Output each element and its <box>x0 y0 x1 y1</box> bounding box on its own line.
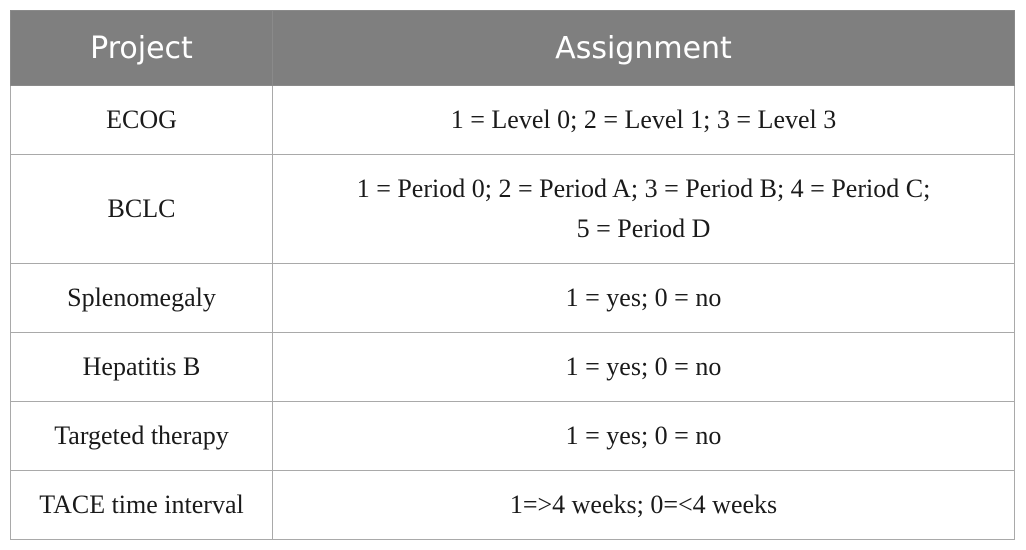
assignment-line: 5 = Period D <box>576 214 711 243</box>
project-cell: ECOG <box>11 86 273 155</box>
table-row <box>11 471 1015 540</box>
assignment-table-container <box>10 10 1014 540</box>
assignment-cell: 1=>4 weeks; 0=<4 weeks <box>273 471 1015 540</box>
assignment-cell: 1 = yes; 0 = no <box>273 333 1015 402</box>
project-cell: BCLC <box>11 155 273 264</box>
table-row <box>11 333 1015 402</box>
project-cell: Hepatitis B <box>11 333 273 402</box>
assignment-line: 1 = Period 0; 2 = Period A; 3 = Period B; 4 = Period C; <box>356 174 931 203</box>
table-row <box>11 155 1015 264</box>
assignment-cell: 1 = Level 0; 2 = Level 1; 3 = Level 3 <box>273 86 1015 155</box>
table-row <box>11 264 1015 333</box>
table-row <box>11 402 1015 471</box>
assignment-cell: 1 = yes; 0 = no <box>273 402 1015 471</box>
project-cell: Splenomegaly <box>11 264 273 333</box>
project-cell: TACE time interval <box>11 471 273 540</box>
header-project: Project <box>11 11 273 86</box>
table-header-row <box>11 11 1015 86</box>
assignment-cell <box>273 155 1015 264</box>
project-cell: Targeted therapy <box>11 402 273 471</box>
assignment-table <box>10 10 1015 540</box>
assignment-cell: 1 = yes; 0 = no <box>273 264 1015 333</box>
table-row <box>11 86 1015 155</box>
header-assignment: Assignment <box>273 11 1015 86</box>
